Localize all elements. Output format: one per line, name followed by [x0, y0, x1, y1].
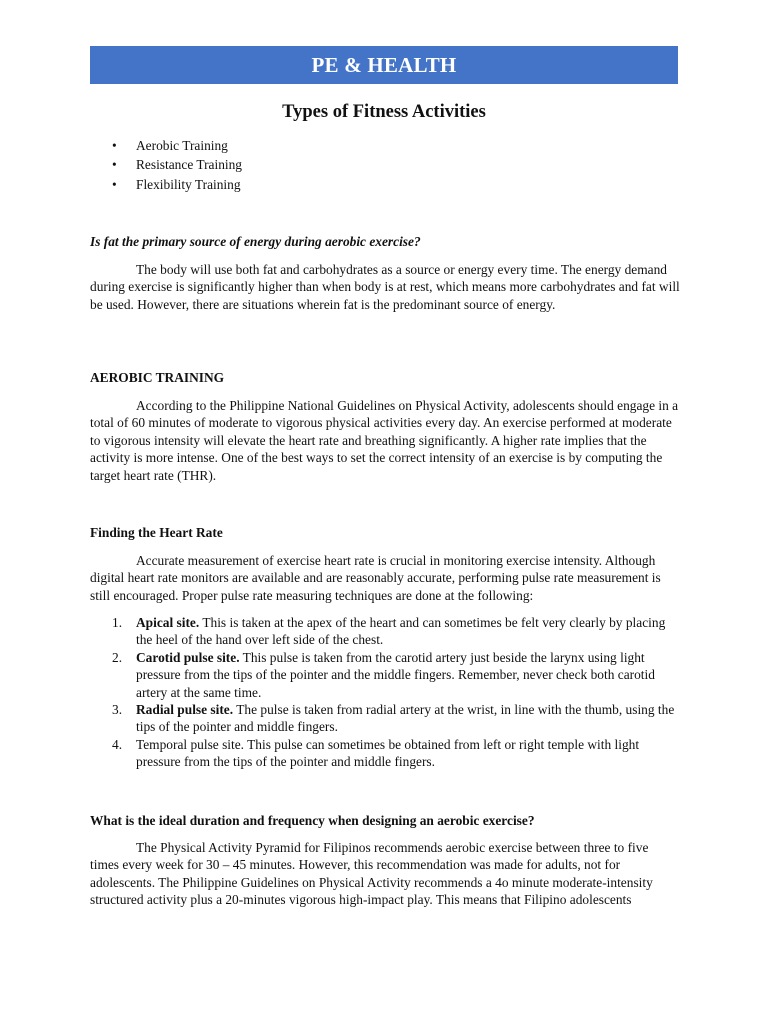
duration-paragraph-block	[90, 839, 680, 909]
site-description: The pulse is taken from radial artery at the wrist, in line with the thumb, using the tips of the pointer and middle fingers.	[136, 702, 675, 735]
site-description: Temporal pulse site. This pulse can sometimes be obtained from left or right temple with light pressure from the tips of the pointer and middle fingers.	[136, 736, 640, 770]
aerobic-paragraph: According to the Philippine National Guidelines on Physical Activity, adolescents should engage in a total of 60 minutes of moderate to vigorous physical activities every day. An exercise performed at moderate to vigorous intensity will elevate the heart rate and breathing significantly. A higher rate implies that the activity is more intense. One of the best ways to set the correct intensity of an exercise is by computing the target heart rate (THR).	[90, 398, 679, 483]
activity-types-list-block	[90, 137, 680, 195]
site-name: Carotid pulse site.	[136, 649, 240, 665]
pulse-sites-list-block	[90, 614, 680, 771]
list-item	[90, 736, 680, 771]
list-item	[90, 649, 680, 701]
aerobic-paragraph-block	[90, 397, 680, 484]
site-description: This is taken at the apex of the heart and can sometimes be felt very clearly by placing the heel of the hand over left side of the chest.	[136, 615, 666, 648]
fat-paragraph-block	[90, 261, 680, 313]
list-item-label: Aerobic Training	[136, 138, 228, 153]
list-item	[90, 176, 680, 195]
list-item	[90, 701, 680, 736]
site-name: Radial pulse site.	[136, 702, 234, 718]
list-item	[90, 137, 680, 156]
document-title: Types of Fitness Activities	[282, 102, 486, 122]
bullet-icon: •	[112, 157, 117, 173]
fat-paragraph: The body will use both fat and carbohydrates as a source or energy every time. The energy demand during exercise is significantly higher than when body is at rest, which means more carbohydrates and fat will be used. However, there are situations wherein fat is the predominant source of energy.	[90, 262, 680, 312]
list-item	[90, 156, 680, 175]
list-item-number: 4.	[112, 736, 123, 752]
duration-paragraph: The Physical Activity Pyramid for Filipinos recommends aerobic exercise between three to five times every week for 30 – 45 minutes. However, this recommendation was made for adults, not for adolescents. The Philippine Guidelines on Physical Activity recommends a 4o minute moderate-intensity structured activity plus a 20-minutes vigorous high-impact play. This means that Filipino adolescents	[90, 840, 653, 908]
activity-types-list	[90, 137, 680, 195]
heart-rate-paragraph: Accurate measurement of exercise heart rate is crucial in monitoring exercise intensity. Although digital heart rate monitors are available and are reasonably accurate, performing pulse rate measurement is still encouraged. Proper pulse rate measuring techniques are done at the following:	[90, 553, 661, 603]
header-banner: PE & HEALTH	[90, 46, 678, 84]
list-item-number: 2.	[112, 649, 123, 665]
list-item	[90, 614, 680, 649]
list-item-number: 3.	[112, 702, 123, 718]
aerobic-heading: AEROBIC TRAINING	[90, 370, 225, 385]
bullet-icon: •	[112, 138, 117, 153]
list-item-label: Resistance Training	[136, 157, 243, 173]
heart-rate-paragraph-block	[90, 552, 680, 604]
duration-question: What is the ideal duration and frequency when designing an aerobic exercise?	[90, 813, 535, 828]
site-description: This pulse is taken from the carotid artery just beside the larynx using light pressure from the tips of the pointer and the middle fingers. Remember, never check both carotid artery at the same time.	[136, 649, 655, 700]
bullet-icon: •	[112, 176, 117, 192]
pulse-sites-list	[90, 614, 680, 771]
heart-rate-heading: Finding the Heart Rate	[90, 525, 223, 540]
fat-question: Is fat the primary source of energy during aerobic exercise?	[90, 234, 421, 249]
site-name: Apical site.	[136, 615, 200, 630]
list-item-number: 1.	[112, 615, 123, 630]
list-item-label: Flexibility Training	[136, 176, 241, 192]
